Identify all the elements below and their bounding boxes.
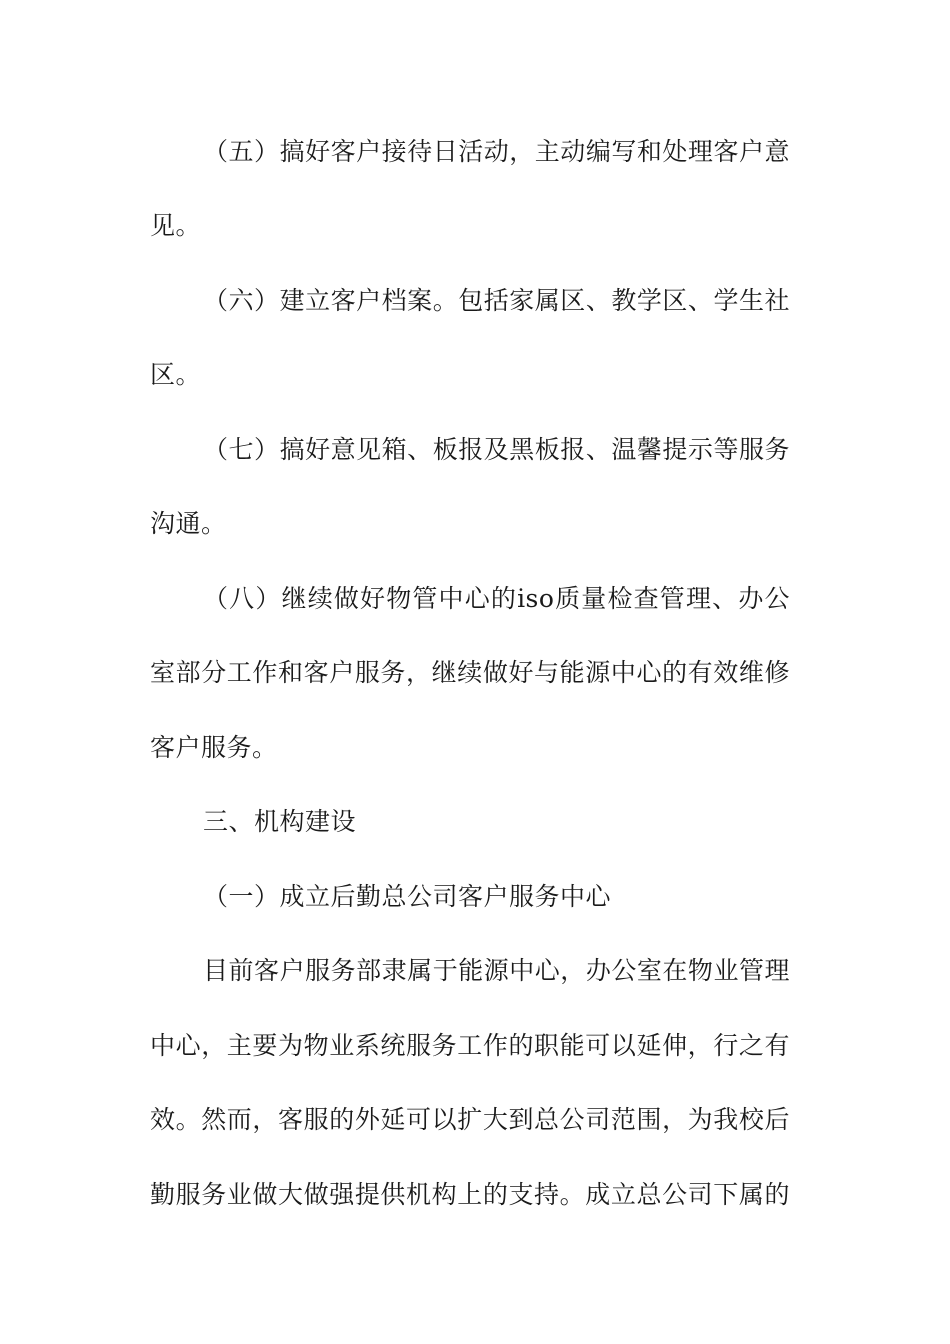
paragraph-line: 效。然而，客服的外延可以扩大到总公司范围，为我校后: [150, 1105, 790, 1134]
paragraph-line: 客户服务。: [150, 733, 278, 762]
paragraph-line: 勤服务业做大做强提供机构上的支持。成立总公司下属的: [150, 1180, 790, 1209]
paragraph-line: （七）搞好意见箱、板报及黑板报、温馨提示等服务: [203, 435, 790, 464]
paragraph-line: （八）继续做好物管中心的iso质量检查管理、办公: [203, 584, 790, 613]
paragraph-line: 中心，主要为物业系统服务工作的职能可以延伸，行之有: [150, 1031, 790, 1060]
paragraph-line: 目前客户服务部隶属于能源中心，办公室在物业管理: [203, 956, 790, 985]
subsection-heading: （一）成立后勤总公司客户服务中心: [203, 882, 612, 911]
paragraph-line: 区。: [150, 360, 202, 389]
paragraph-line: 沟通。: [150, 509, 227, 538]
paragraph-line: 见。: [150, 211, 202, 240]
paragraph-line: （六）建立客户档案。包括家属区、教学区、学生社: [203, 286, 790, 315]
paragraph-line: 室部分工作和客户服务，继续做好与能源中心的有效维修: [150, 658, 790, 687]
section-heading: 三、机构建设: [203, 807, 357, 836]
paragraph-line: （五）搞好客户接待日活动，主动编写和处理客户意: [203, 137, 790, 166]
